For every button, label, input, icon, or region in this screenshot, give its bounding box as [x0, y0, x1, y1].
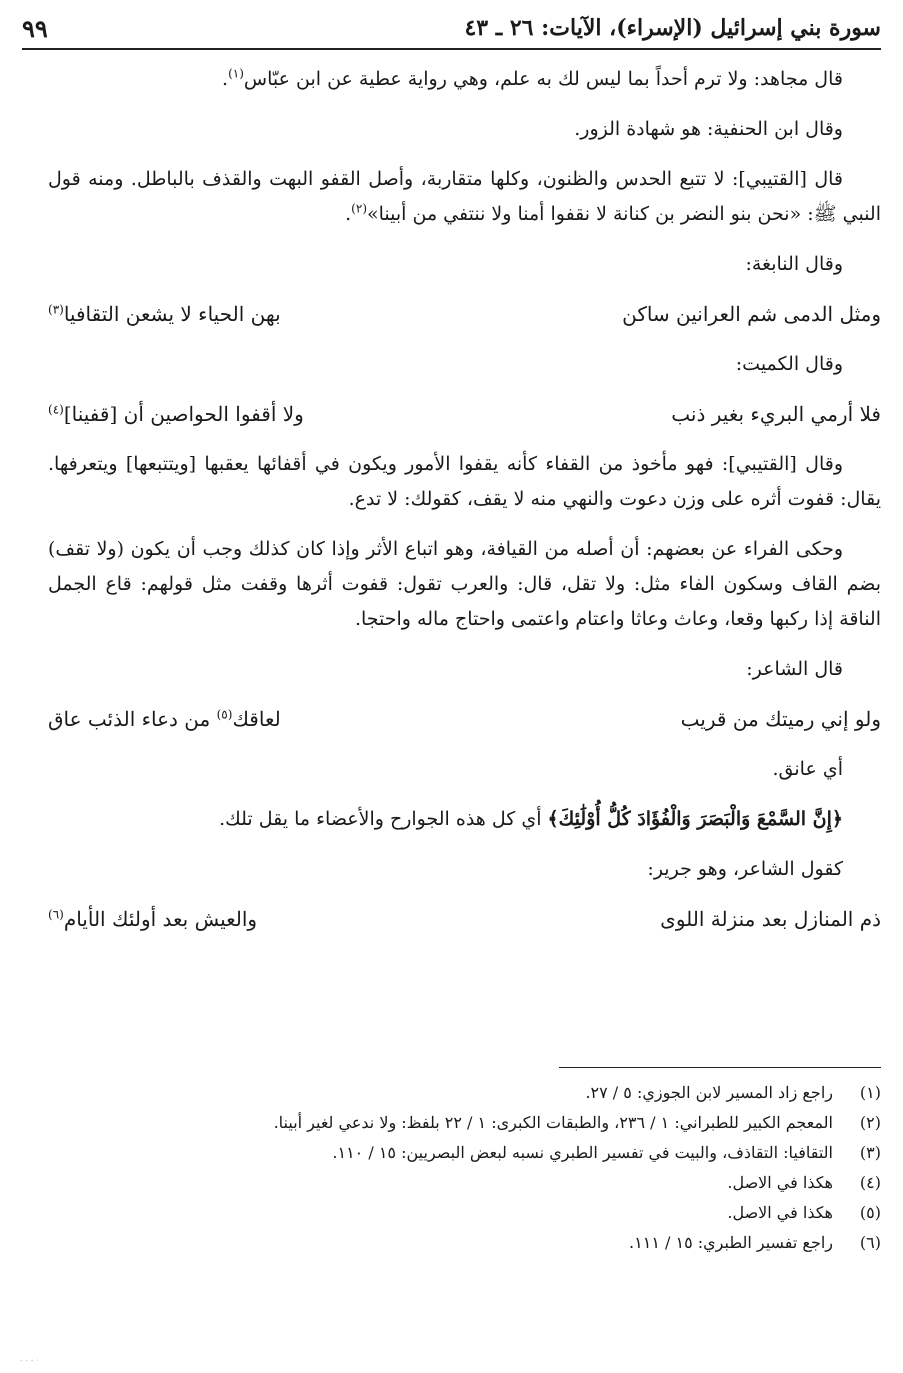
paragraph-nabigha-intro: وقال النابغة:: [745, 253, 843, 275]
footnote-divider: [559, 1067, 881, 1068]
footnote-2: [40, 1108, 881, 1138]
footnote-text: التقافيا: التقاذف، والبيت في تفسير الطبري نسبه لبعض البصريين: ١٥ / ١١٠.: [332, 1143, 833, 1162]
verse-kumayt: [48, 397, 881, 432]
footnote-ref-3[interactable]: (٣): [48, 302, 64, 317]
footnote-number: (٤): [859, 1173, 881, 1192]
verse-second-hemistich: والعيش بعد أولئك الأيام$^{(٦)}$: [48, 907, 258, 931]
footnote-text: هكذا في الاصل.: [727, 1173, 833, 1192]
verse-poet: [48, 702, 881, 737]
paragraph-gloss: أي عانق.: [772, 758, 843, 780]
verse-first-hemistich: فلا أرمي البريء بغير ذنب: [671, 402, 881, 426]
paragraph-jarir-intro: كقول الشاعر، وهو جرير:: [647, 858, 843, 880]
scan-artifact: - - - ·: [20, 1356, 39, 1365]
footnote-ref-5[interactable]: (٥): [216, 707, 233, 722]
footnotes: [40, 1078, 881, 1258]
paragraph-qutaybi-2: وقال [القتيبي]: فهو مأخوذ من القفاء كأنه يقفوا الأمور ويكون في أقفائها يعقبها [ويتتبعها] ويتعرفها. يقال: قفوت أثره على وزن دعوت والنهي منه لا يقف، كقولك: لا تدع.: [48, 453, 881, 510]
paragraph-poet-intro: قال الشاعر:: [746, 658, 843, 680]
footnote-text: راجع تفسير الطبري: ١٥ / ١١١.: [629, 1233, 833, 1252]
footnote-number: (٥): [859, 1203, 881, 1222]
footnote-ref-4[interactable]: (٤): [48, 402, 64, 417]
footnote-number: (٦): [859, 1233, 881, 1252]
footnote-3: [40, 1138, 881, 1168]
footnote-4: [40, 1168, 881, 1198]
paragraph-kumayt-intro: وقال الكميت:: [735, 353, 843, 375]
footnote-ref-6[interactable]: (٦): [48, 907, 64, 922]
footnote-number: (١): [859, 1083, 881, 1102]
footnote-text: هكذا في الاصل.: [727, 1203, 833, 1222]
verse-first-hemistich: ولو إني رميتك من قريب: [680, 707, 881, 731]
footnote-text: راجع زاد المسير لابن الجوزي: ٥ / ٢٧.: [585, 1083, 833, 1102]
footnote-ref-2[interactable]: (٢): [351, 201, 367, 216]
footnote-text: المعجم الكبير للطبراني: ١ / ٢٣٦، والطبقات الكبرى: ١ / ٢٢ بلفظ: ولا ندعي لغير أبينا.: [273, 1113, 833, 1132]
verse-first-hemistich: ومثل الدمى شم العرانين ساكن: [622, 302, 881, 326]
paragraph-quran-verse: ﴿إِنَّ السَّمْعَ وَالْبَصَرَ وَالْفُؤَادَ كُلُّ أُوْلَٰئِكَ﴾ أي كل هذه الجوارح والأعضاء ما يقل تلك.: [219, 808, 843, 830]
footnote-5: [40, 1198, 881, 1228]
footnote-1: [40, 1078, 881, 1108]
verse-second-hemistich: بهن الحياء لا يشعن التقافيا$^{(٣)}$: [48, 302, 281, 326]
paragraph-farra: وحكى الفراء عن بعضهم: أن أصله من القيافة، وهو اتباع الأثر وإذا كان كذلك وجب أن يكون (ولا تقف) بضم القاف وسكون الفاء مثل: ولا تقل، قال: والعرب تقول: قفوت أثرها وقفت مثل قولهم: قاع الجمل الناقة إذا ركبها وقعا، وعاث وعاثا واعتام واعتمى واحتاج ماله واحتجا.: [48, 538, 881, 630]
quran-quote: ﴿إِنَّ السَّمْعَ وَالْبَصَرَ وَالْفُؤَادَ كُلُّ أُوْلَٰئِكَ﴾: [547, 808, 843, 830]
main-text: [48, 62, 881, 952]
footnote-number: (٢): [859, 1113, 881, 1132]
paragraph-ibn-hanafiya: وقال ابن الحنفية: هو شهادة الزور.: [574, 118, 843, 140]
chapter-title: سورة بني إسرائيل (الإسراء)، الآيات: ٢٦ ـ ٤٣: [464, 15, 881, 41]
verse-first-hemistich: ذم المنازل بعد منزلة اللوى: [660, 907, 881, 931]
running-header: [22, 8, 881, 50]
paragraph-mujahid: قال مجاهد: ولا ترم أحداً بما ليس لك به علم، وهي رواية عطية عن ابن عبّاس$^{(١)}$.: [222, 66, 843, 90]
footnote-6: [40, 1228, 881, 1258]
verse-nabigha: [48, 297, 881, 332]
verse-jarir: [48, 902, 881, 937]
footnote-number: (٣): [859, 1143, 881, 1162]
verse-second-hemistich: لعاقك$^{(٥)}$ من دعاء الذئب عاق: [48, 707, 281, 731]
footnote-ref-1[interactable]: (١): [228, 66, 244, 81]
paragraph-qutaybi: قال [القتيبي]: لا تتبع الحدس والظنون، وكلها متقاربة، وأصل القفو البهت والقذف بالباطل. ومنه قول النبي ﷺ: «نحن بنو النضر بن كنانة لا نقفوا أمنا ولا ننتفي من أبينا»$^{(٢)}$.: [48, 168, 881, 225]
page-number: ٩٩: [22, 13, 48, 43]
verse-second-hemistich: ولا أقفوا الحواصين أن [قفينا]$^{(٤)}$: [48, 402, 304, 426]
